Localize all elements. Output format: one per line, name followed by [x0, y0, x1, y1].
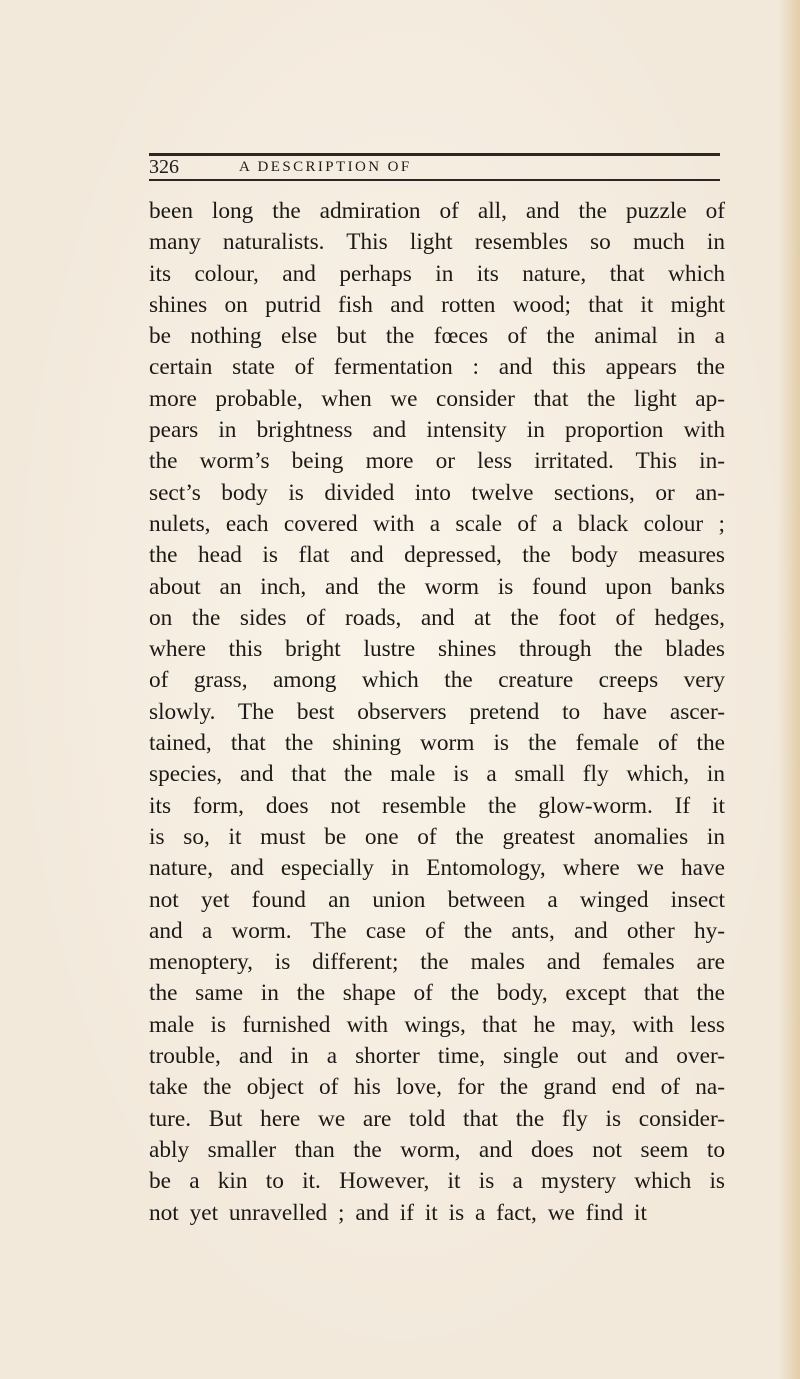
text-line: species, and that the male is a small fly which, in — [149, 761, 725, 788]
text-line: its form, does not resemble the glow-worm. If it — [149, 792, 725, 819]
text-line: slowly. The best observers pretend to have ascer- — [149, 698, 725, 725]
text-line: and a worm. The case of the ants, and other hy- — [149, 917, 725, 944]
text-line: more probable, when we consider that the light ap- — [149, 385, 725, 412]
text-line: menoptery, is different; the males and females are — [149, 949, 725, 976]
text-line: ably smaller than the worm, and does not seem to — [149, 1136, 725, 1163]
text-line: nature, and especially in Entomology, where we have — [149, 855, 725, 882]
text-line: certain state of fermentation : and this appears the — [149, 354, 725, 381]
page-number: 326 — [149, 156, 179, 178]
text-line: male is furnished with wings, that he may, with less — [149, 1011, 725, 1038]
text-line: the worm’s being more or less irritated. This in- — [149, 448, 725, 475]
text-line: trouble, and in a shorter time, single out and over- — [149, 1043, 725, 1070]
text-line: take the object of his love, for the grand end of na- — [149, 1074, 725, 1101]
text-line: the same in the shape of the body, except that the — [149, 980, 725, 1007]
text-line: the head is flat and depressed, the body measures — [149, 542, 725, 569]
text-line: many naturalists. This light resembles so much in — [149, 229, 725, 256]
running-head: A DESCRIPTION OF — [239, 159, 412, 175]
text-line: been long the admiration of all, and the puzzle of — [149, 198, 725, 224]
text-line: be nothing else but the fœces of the animal in a — [149, 323, 725, 350]
text-line: its colour, and perhaps in its nature, that which — [149, 260, 725, 287]
text-line: is so, it must be one of the greatest anomalies in — [149, 823, 725, 850]
text-line: sect’s body is divided into twelve sections, or an- — [149, 479, 725, 506]
header-rule-top — [149, 153, 720, 156]
text-line: be a kin to it. However, it is a mystery which is — [149, 1168, 725, 1195]
text-line: not yet found an union between a winged insect — [149, 886, 725, 913]
text-line: ture. But here we are told that the fly is consider- — [149, 1105, 725, 1132]
text-line: not yet unravelled ; and if it is a fact, we find it — [149, 1199, 647, 1226]
text-line: about an inch, and the worm is found upon banks — [149, 573, 725, 600]
text-line: of grass, among which the creature creeps very — [149, 667, 725, 694]
text-line: tained, that the shining worm is the female of the — [149, 730, 725, 757]
text-line: nulets, each covered with a scale of a black colour ; — [149, 510, 725, 537]
header-rule-bottom — [149, 179, 720, 181]
text-line: pears in brightness and intensity in proportion with — [149, 417, 725, 444]
body-text — [149, 196, 725, 1229]
page-header — [149, 153, 720, 179]
text-line: where this bright lustre shines through the blades — [149, 636, 725, 663]
text-line: shines on putrid fish and rotten wood; that it might — [149, 291, 725, 318]
page-edge-shading — [778, 0, 800, 1379]
text-line: on the sides of roads, and at the foot of hedges, — [149, 604, 725, 631]
